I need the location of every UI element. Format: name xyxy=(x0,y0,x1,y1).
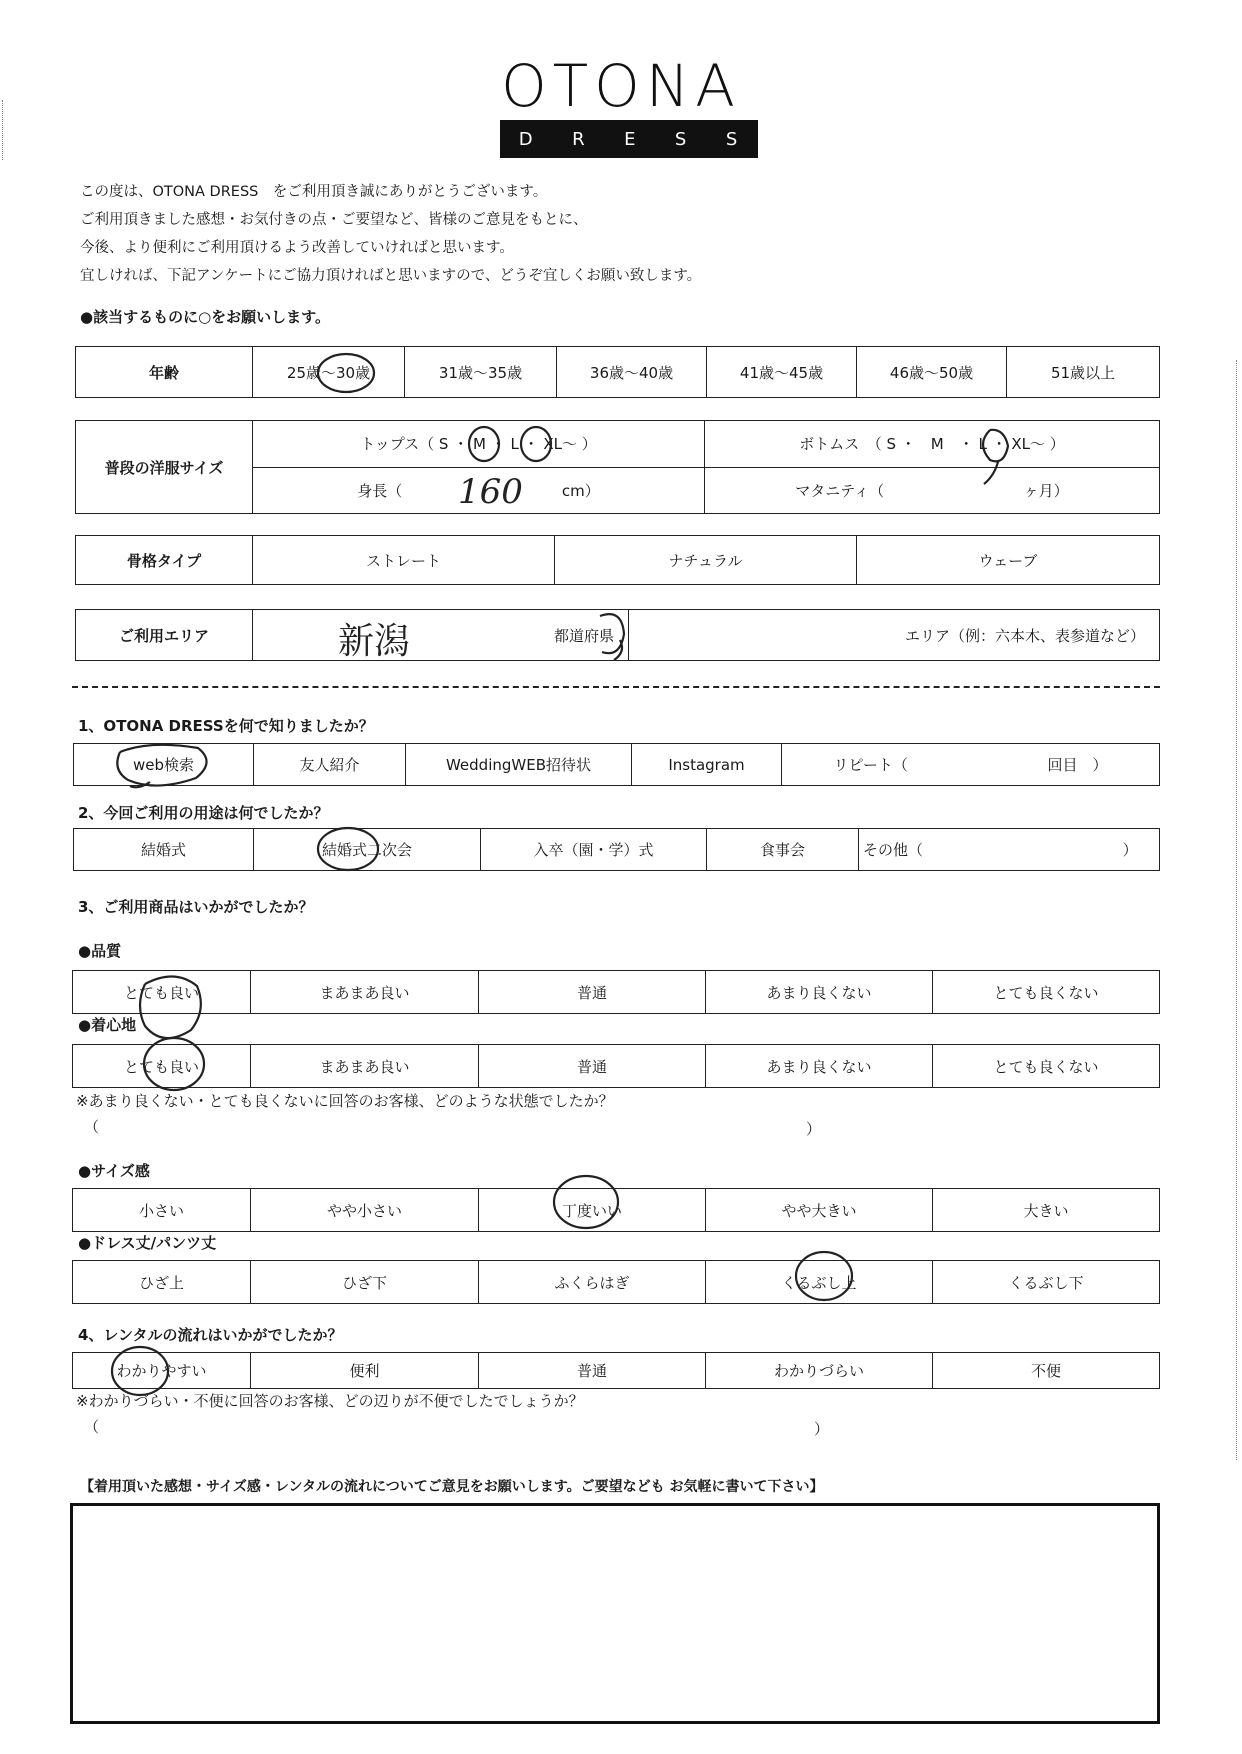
length-table xyxy=(72,1260,1160,1304)
q1-repeat[interactable] xyxy=(782,744,1160,786)
q4-note-close: ） xyxy=(814,1420,830,1438)
comfort-option[interactable]: まあまあ良い xyxy=(251,1045,479,1088)
divider xyxy=(72,686,1160,688)
quality-option[interactable]: 普通 xyxy=(479,971,706,1014)
length-option[interactable]: ひざ上 xyxy=(73,1261,251,1304)
q1-repeat-label: リピート（ xyxy=(833,756,908,774)
fit-option[interactable]: やや小さい xyxy=(251,1189,479,1232)
age-label: 年齢 xyxy=(76,347,253,398)
q4-option[interactable]: わかりづらい xyxy=(706,1353,933,1389)
quality-label: ●品質 xyxy=(78,942,122,960)
q4-title: 4、レンタルの流れはいかがでしたか？ xyxy=(78,1326,343,1344)
handwritten-prefecture: 新潟 xyxy=(338,621,411,662)
bottoms-size[interactable]: ボトムス （ S ・ M ・ L ・ XL～ ） xyxy=(705,421,1160,468)
q1-option[interactable]: WeddingWEB招待状 xyxy=(406,744,632,786)
length-option[interactable]: くるぶし下 xyxy=(933,1261,1160,1304)
size-label: 普段の洋服サイズ xyxy=(76,421,253,514)
q2-table xyxy=(73,828,1160,871)
q1-option[interactable]: Instagram xyxy=(632,744,782,786)
quality-table xyxy=(72,970,1160,1014)
q2-option[interactable]: 食事会 xyxy=(707,829,859,871)
age-option[interactable]: 46歳～50歳 xyxy=(857,347,1007,398)
quality-note: ※あまり良くない・とても良くないに回答のお客様、どのような状態でしたか？ xyxy=(76,1092,614,1110)
intro-line: この度は、OTONA DRESS をご利用頂き誠にありがとうございます。 xyxy=(80,184,548,200)
q4-note: ※わかりづらい・不便に回答のお客様、どの辺りが不便でしたでしょうか？ xyxy=(76,1392,584,1410)
fit-label: ●サイズ感 xyxy=(78,1162,150,1180)
quality-option[interactable]: まあまあ良い xyxy=(251,971,479,1014)
age-table xyxy=(75,346,1160,398)
quality-option[interactable]: とても良い xyxy=(73,971,251,1014)
comfort-label: ●着心地 xyxy=(78,1016,137,1034)
length-option[interactable]: ひざ下 xyxy=(251,1261,479,1304)
fit-table xyxy=(72,1188,1160,1232)
body-type-label: 骨格タイプ xyxy=(76,536,253,585)
logo-letter: S xyxy=(725,128,740,150)
comfort-table xyxy=(72,1044,1160,1088)
handwritten-height: 160 xyxy=(458,472,523,512)
logo-letter: E xyxy=(624,128,638,150)
body-type-option[interactable]: ウェーブ xyxy=(857,536,1160,585)
body-type-option[interactable]: ストレート xyxy=(253,536,555,585)
q4-note-open: （ xyxy=(84,1418,100,1436)
q2-other-label: その他（ xyxy=(863,841,924,859)
intro-line: 宜しければ、下記アンケートにご協力頂ければと思いますので、どうぞ宜しくお願い致します。 xyxy=(80,268,702,284)
q4-table xyxy=(72,1352,1160,1389)
age-option[interactable]: 36歳～40歳 xyxy=(557,347,707,398)
maternity-label: マタニティ（ xyxy=(795,481,885,500)
quality-option[interactable]: あまり良くない xyxy=(706,971,933,1014)
area-hint: エリア（例：六本木、表参道など） xyxy=(904,626,1145,645)
area-table xyxy=(75,609,1160,661)
logo-wordmark: OTONA xyxy=(501,52,741,120)
size-table xyxy=(75,420,1160,514)
logo-dress-bar xyxy=(500,120,758,158)
comfort-option[interactable]: あまり良くない xyxy=(706,1045,933,1088)
q2-other[interactable] xyxy=(859,829,1160,871)
maternity-field[interactable] xyxy=(705,467,1160,514)
q4-option[interactable]: わかりやすい xyxy=(73,1353,251,1389)
logo-letter: S xyxy=(674,128,689,150)
intro-line: ご利用頂きました感想・お気付きの点・ご要望など、皆様のご意見をもとに、 xyxy=(80,212,588,228)
q1-table xyxy=(73,743,1160,786)
tops-size[interactable]: トップス（ S ・ M ・ L ・ XL～ ） xyxy=(253,421,705,468)
prefecture-suffix: 都道府県 xyxy=(553,626,614,645)
q1-repeat-suffix: 回目 ） xyxy=(1047,756,1108,774)
q2-other-close: ） xyxy=(1122,841,1138,859)
q1-option[interactable]: 友人紹介 xyxy=(254,744,406,786)
fit-option[interactable]: やや大きい xyxy=(706,1189,933,1232)
intro-line: 今後、より便利にご利用頂けるよう改善していければと思います。 xyxy=(80,240,514,256)
q4-option[interactable]: 不便 xyxy=(933,1353,1160,1389)
length-option[interactable]: くるぶし上 xyxy=(706,1261,933,1304)
quality-option[interactable]: とても良くない xyxy=(933,971,1160,1014)
comfort-option[interactable]: とても良い xyxy=(73,1045,251,1088)
age-option[interactable]: 41歳～45歳 xyxy=(707,347,857,398)
q2-option[interactable]: 結婚式 xyxy=(74,829,254,871)
instruction: ●該当するものに○をお願いします。 xyxy=(80,308,330,326)
length-option[interactable]: ふくらはぎ xyxy=(479,1261,706,1304)
fit-option[interactable]: 小さい xyxy=(73,1189,251,1232)
q3-title: 3、ご利用商品はいかがでしたか？ xyxy=(78,898,314,916)
prefecture-field[interactable] xyxy=(253,610,629,661)
age-option[interactable]: 25歳～30歳 xyxy=(253,347,405,398)
area-label: ご利用エリア xyxy=(76,610,253,661)
height-label: 身長（ xyxy=(357,481,403,500)
logo-letter: R xyxy=(572,128,587,150)
comfort-option[interactable]: とても良くない xyxy=(933,1045,1160,1088)
q1-option[interactable]: web検索 xyxy=(74,744,254,786)
length-label: ●ドレス丈/パンツ丈 xyxy=(78,1234,217,1252)
quality-note-close: ） xyxy=(806,1120,822,1138)
free-comment-title: 【着用頂いた感想・サイズ感・レンタルの流れについてご意見をお願いします。ご要望なども お気軽に書いて下さい】 xyxy=(80,1479,824,1495)
q2-option[interactable]: 結婚式二次会 xyxy=(254,829,481,871)
intro-text xyxy=(80,178,701,290)
q4-option[interactable]: 便利 xyxy=(251,1353,479,1389)
comfort-option[interactable]: 普通 xyxy=(479,1045,706,1088)
q1-title: 1、OTONA DRESSを何で知りましたか？ xyxy=(78,717,374,735)
fit-option[interactable]: 大きい xyxy=(933,1189,1160,1232)
fit-option[interactable]: 丁度いい xyxy=(479,1189,706,1232)
maternity-unit: ヶ月） xyxy=(1023,481,1069,500)
body-type-option[interactable]: ナチュラル xyxy=(555,536,857,585)
quality-note-open: （ xyxy=(84,1118,100,1136)
free-comment-box[interactable] xyxy=(70,1503,1160,1724)
body-type-table xyxy=(75,535,1160,585)
age-option[interactable]: 51歳以上 xyxy=(1007,347,1160,398)
age-option[interactable]: 31歳～35歳 xyxy=(405,347,557,398)
q2-title: 2、今回ご利用の用途は何でしたか？ xyxy=(78,804,329,822)
logo-letter: D xyxy=(518,128,535,150)
scan-edge xyxy=(2,100,3,160)
q2-option[interactable]: 入卒（園・学）式 xyxy=(481,829,707,871)
area-field[interactable] xyxy=(629,610,1160,661)
scan-edge xyxy=(1236,360,1237,1460)
height-unit: cm） xyxy=(561,481,600,500)
q4-option[interactable]: 普通 xyxy=(479,1353,706,1389)
